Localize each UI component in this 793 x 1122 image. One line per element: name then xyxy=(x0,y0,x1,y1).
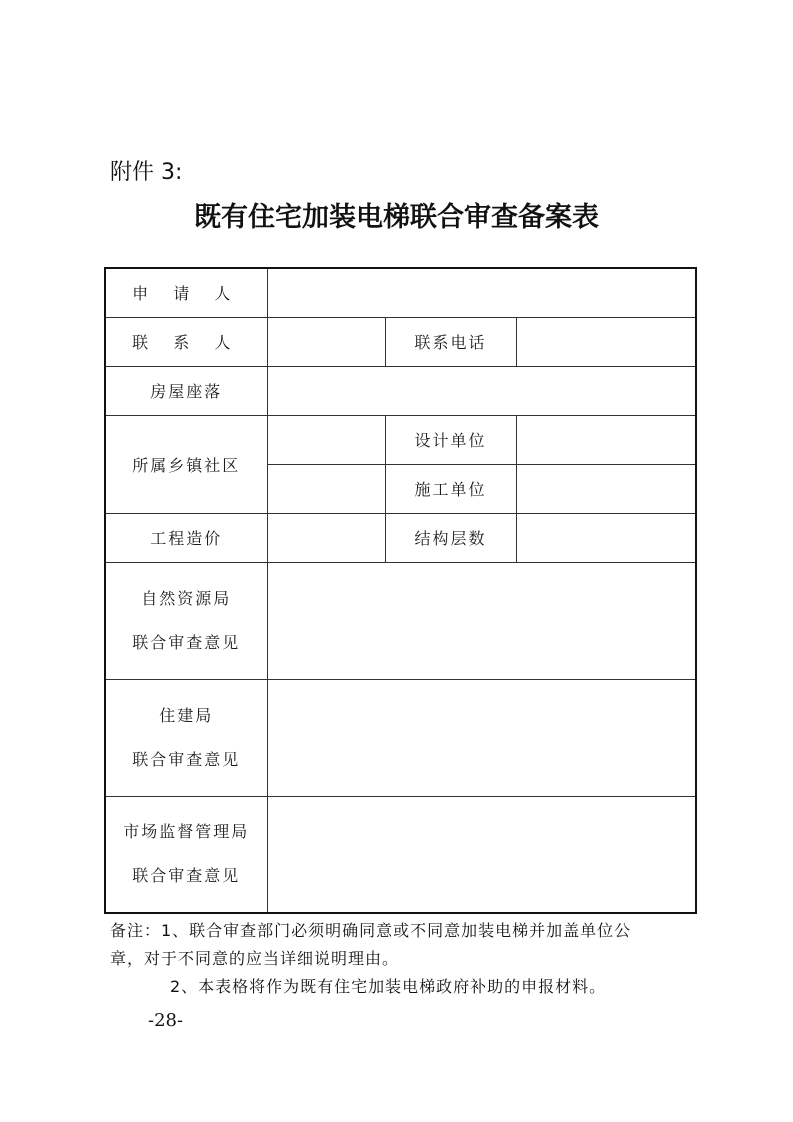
row-design-unit xyxy=(105,415,696,464)
design-unit-label: 设计单位 xyxy=(385,415,516,464)
market-opinion-field[interactable] xyxy=(267,796,696,913)
project-cost-label: 工程造价 xyxy=(105,513,267,562)
row-contact xyxy=(105,317,696,366)
market-opinion-text: 联合审查意见 xyxy=(132,866,241,886)
attachment-label: 附件 3: xyxy=(110,160,183,185)
filing-form-table xyxy=(104,267,697,914)
page-number: -28- xyxy=(148,1010,184,1031)
note-1-line-1: 备注：1、联合审查部门必须明确同意或不同意加装电梯并加盖单位公 xyxy=(110,921,632,940)
house-location-field[interactable] xyxy=(267,366,696,415)
township-community-field-2[interactable] xyxy=(267,464,385,513)
row-market-opinion xyxy=(105,796,696,913)
structure-floors-label: 结构层数 xyxy=(385,513,516,562)
row-cost xyxy=(105,513,696,562)
design-unit-field[interactable] xyxy=(516,415,696,464)
housing-opinion-field[interactable] xyxy=(267,679,696,796)
township-community-label: 所属乡镇社区 xyxy=(105,415,267,513)
market-bureau-text: 市场监督管理局 xyxy=(123,822,250,842)
note-2: 2、本表格将作为既有住宅加装电梯政府补助的申报材料。 xyxy=(170,977,607,996)
construction-unit-field[interactable] xyxy=(516,464,696,513)
housing-opinion-label xyxy=(105,679,267,796)
natural-resources-opinion-text: 联合审查意见 xyxy=(132,632,241,652)
row-applicant xyxy=(105,268,696,317)
form-title: 既有住宅加装电梯联合审查备案表 xyxy=(194,202,599,233)
project-cost-field[interactable] xyxy=(267,513,385,562)
housing-bureau-text: 住建局 xyxy=(159,705,214,725)
contact-person-field[interactable] xyxy=(267,317,385,366)
applicant-label: 申 请 人 xyxy=(105,268,267,317)
structure-floors-field[interactable] xyxy=(516,513,696,562)
market-opinion-label xyxy=(105,796,267,913)
natural-resources-opinion-label xyxy=(105,562,267,679)
construction-unit-label: 施工单位 xyxy=(385,464,516,513)
contact-phone-field[interactable] xyxy=(516,317,696,366)
house-location-label: 房屋座落 xyxy=(105,366,267,415)
housing-opinion-text: 联合审查意见 xyxy=(132,749,241,769)
row-house-location xyxy=(105,366,696,415)
applicant-field[interactable] xyxy=(267,268,696,317)
contact-person-label: 联 系 人 xyxy=(105,317,267,366)
note-1-line-2: 章，对于不同意的应当详细说明理由。 xyxy=(110,949,400,968)
township-community-field-1[interactable] xyxy=(267,415,385,464)
notes-section xyxy=(110,917,695,1001)
row-natural-resources-opinion xyxy=(105,562,696,679)
natural-resources-bureau-text: 自然资源局 xyxy=(141,588,232,608)
natural-resources-opinion-field[interactable] xyxy=(267,562,696,679)
row-housing-opinion xyxy=(105,679,696,796)
contact-phone-label: 联系电话 xyxy=(385,317,516,366)
